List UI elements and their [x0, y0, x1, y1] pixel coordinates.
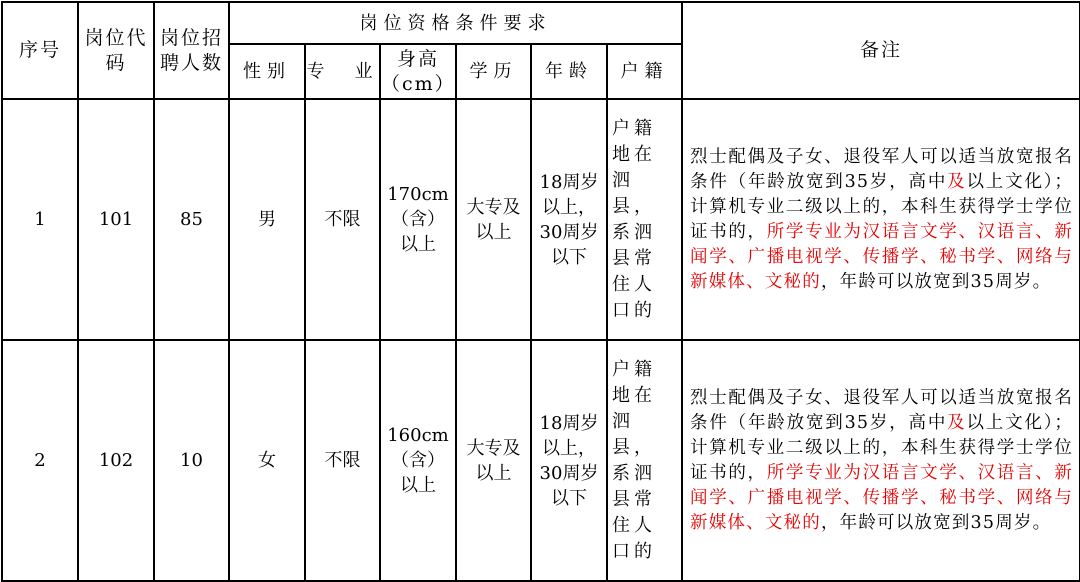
cell-major: 不限 — [305, 99, 380, 340]
age-line: 以下 — [551, 487, 587, 509]
height-line: 160cm — [387, 425, 449, 446]
note-text: 以上文化）；计算机专业二级以上的，本科生获得学士学位证书的， — [690, 171, 1074, 242]
height-line: 170cm — [387, 184, 449, 205]
note-text: 烈士配偶及子女、退役军人可以适当放宽报名条件（年龄放宽到35岁，高中 — [690, 387, 1074, 433]
cell-seq: 1 — [2, 99, 78, 340]
cell-count: 10 — [154, 340, 229, 581]
cell-huji: 户籍地在泗县，系泗县常住人口的 — [607, 99, 682, 340]
height-line: 以上 — [400, 475, 436, 496]
cell-major: 不限 — [305, 340, 380, 581]
header-seq: 序号 — [2, 2, 78, 99]
education-line: 以上 — [475, 221, 512, 243]
header-education: 学历 — [456, 44, 531, 99]
age-line: 30周岁 — [539, 462, 599, 484]
header-major: 专 业 — [305, 44, 380, 99]
note-highlight: 所学专业为汉语言文学、汉语言、新闻学、广播电视学、传播学、秘书学、网络与新媒体、文秘的 — [690, 462, 1074, 533]
cell-count: 85 — [154, 99, 229, 340]
note-text: 烈士配偶及子女、退役军人可以适当放宽报名条件（年龄放宽到35岁，高中 — [690, 146, 1074, 192]
age-line: 30周岁 — [539, 221, 599, 243]
cell-height — [380, 99, 456, 340]
cell-huji: 户籍地在泗县，系泗县常住人口的 — [607, 340, 682, 581]
age-line: 以下 — [551, 246, 587, 268]
note-highlight: 及 — [947, 171, 967, 192]
note-text: ，年龄可以放宽到35周岁。 — [820, 512, 1052, 533]
header-requirements: 岗位资格条件要求 — [229, 2, 682, 44]
cell-gender: 男 — [229, 99, 305, 340]
age-line: 以上， — [542, 437, 596, 459]
age-line: 以上， — [542, 196, 596, 218]
height-line: （含） — [391, 450, 445, 471]
education-line: 以上 — [475, 462, 512, 484]
table-row — [2, 340, 1080, 581]
cell-seq: 2 — [2, 340, 78, 581]
cell-age — [531, 340, 607, 581]
cell-code: 101 — [78, 99, 154, 340]
header-notes: 备注 — [682, 2, 1080, 99]
header-gender: 性别 — [229, 44, 305, 99]
cell-education — [456, 99, 531, 340]
age-line: 18周岁 — [539, 412, 599, 434]
cell-height — [380, 340, 456, 581]
cell-gender: 女 — [229, 340, 305, 581]
cell-code: 102 — [78, 340, 154, 581]
cell-age — [531, 99, 607, 340]
header-code: 岗位代码 — [78, 2, 154, 99]
note-text: ，年龄可以放宽到35周岁。 — [820, 271, 1052, 292]
height-line: 以上 — [400, 234, 436, 255]
cell-education — [456, 340, 531, 581]
table-row — [2, 99, 1080, 340]
header-count: 岗位招聘人数 — [154, 2, 229, 99]
job-requirements-table — [1, 1, 1080, 582]
education-line: 大专及 — [466, 437, 521, 459]
header-age: 年龄 — [531, 44, 607, 99]
header-height: 身高（cm） — [380, 44, 456, 99]
education-line: 大专及 — [466, 196, 521, 218]
cell-note — [682, 340, 1080, 581]
age-line: 18周岁 — [539, 171, 599, 193]
cell-note — [682, 99, 1080, 340]
header-huji: 户籍 — [607, 44, 682, 99]
note-highlight: 及 — [947, 412, 967, 433]
note-text: 以上文化）；计算机专业二级以上的，本科生获得学士学位证书的， — [690, 412, 1074, 483]
height-line: （含） — [391, 209, 445, 230]
note-highlight: 所学专业为汉语言文学、汉语言、新闻学、广播电视学、传播学、秘书学、网络与新媒体、文秘的 — [690, 221, 1074, 292]
